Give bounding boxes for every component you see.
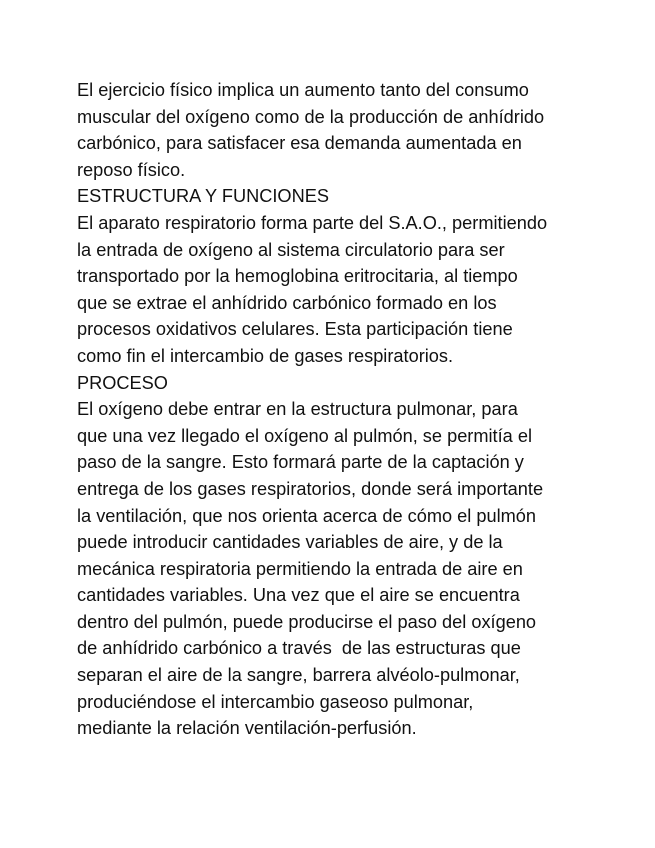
paragraph-proceso-line: El oxígeno debe entrar en la estructura pulmonar, para: [77, 399, 518, 420]
paragraph-proceso-line: mediante la relación ventilación-perfusión.: [77, 718, 417, 739]
paragraph-proceso-line: que una vez llegado el oxígeno al pulmón, se permitía el: [77, 425, 532, 446]
paragraph-proceso-line: la ventilación, que nos orienta acerca de cómo el pulmón: [77, 505, 537, 526]
paragraph-estructura-line: como fin el intercambio de gases respiratorios.: [77, 345, 454, 366]
paragraph-proceso-line: separan el aire de la sangre, barrera alvéolo-pulmonar,: [77, 665, 520, 686]
paragraph-estructura-line: procesos oxidativos celulares. Esta participación tiene: [77, 319, 513, 340]
paragraph-proceso-line: produciéndose el intercambio gaseoso pulmonar,: [77, 691, 474, 712]
paragraph-proceso-line: paso de la sangre. Esto formará parte de la captación y: [77, 452, 524, 473]
paragraph-estructura-line: la entrada de oxígeno al sistema circulatorio para ser: [77, 239, 505, 260]
paragraph-proceso-line: dentro del pulmón, puede producirse el paso del oxígeno: [77, 611, 537, 632]
paragraph-estructura-line: El aparato respiratorio forma parte del S.A.O., permitiendo: [77, 212, 548, 233]
paragraph-intro-line: reposo físico.: [77, 159, 186, 180]
paragraph-proceso-line: cantidades variables. Una vez que el aire se encuentra: [77, 585, 520, 606]
section-heading-estructura: ESTRUCTURA Y FUNCIONES: [77, 186, 329, 207]
paragraph-proceso-line: mecánica respiratoria permitiendo la entrada de aire en: [77, 558, 523, 579]
section-heading-proceso: PROCESO: [77, 372, 168, 393]
paragraph-proceso-line: entrega de los gases respiratorios, donde será importante: [77, 478, 544, 499]
paragraph-proceso-line: de anhídrido carbónico a través de las estructuras que: [77, 638, 521, 659]
paragraph-intro-line: muscular del oxígeno como de la producción de anhídrido: [77, 106, 545, 127]
paragraph-estructura-line: transportado por la hemoglobina eritrocitaria, al tiempo: [77, 266, 518, 287]
paragraph-estructura-line: que se extrae el anhídrido carbónico formado en los: [77, 292, 497, 313]
paragraph-proceso-line: puede introducir cantidades variables de aire, y de la: [77, 532, 503, 553]
paragraph-intro-line: El ejercicio físico implica un aumento tanto del consumo: [77, 80, 529, 100]
document-body: [77, 77, 597, 742]
paragraph-intro-line: carbónico, para satisfacer esa demanda aumentada en: [77, 133, 522, 154]
